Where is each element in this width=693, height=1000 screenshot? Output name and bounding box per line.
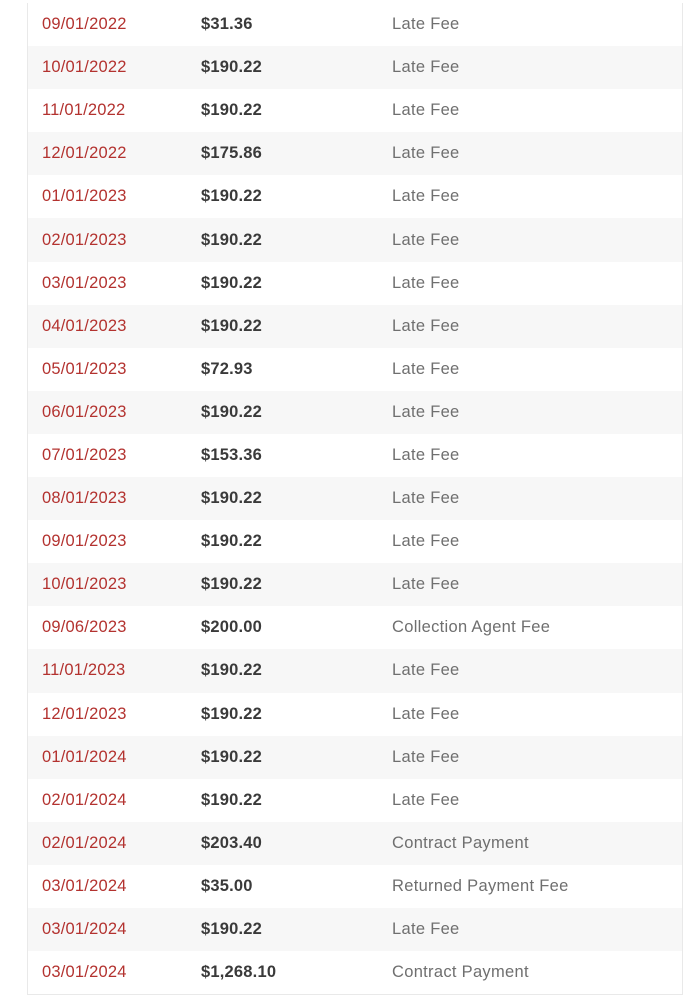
transaction-description: Late Fee (392, 445, 460, 464)
transaction-description: Late Fee (392, 273, 460, 292)
transaction-description: Late Fee (392, 187, 460, 206)
transaction-amount: $190.22 (201, 920, 263, 939)
transaction-description: Late Fee (392, 532, 460, 551)
transaction-date: 03/01/2023 (42, 273, 127, 292)
transaction-date: 03/01/2024 (42, 963, 127, 982)
transaction-description: Late Fee (392, 58, 460, 77)
table-row (28, 520, 682, 563)
table-row (28, 348, 682, 391)
transaction-description: Late Fee (392, 359, 460, 378)
transaction-date: 02/01/2024 (42, 833, 127, 852)
transaction-amount: $190.22 (201, 790, 263, 809)
table-row (28, 649, 682, 692)
table-row (28, 434, 682, 477)
transaction-description: Late Fee (392, 747, 460, 766)
transaction-amount: $190.22 (201, 661, 263, 680)
table-row (28, 951, 682, 994)
transaction-amount: $190.22 (201, 230, 263, 249)
transaction-description: Contract Payment (392, 833, 529, 852)
transaction-description: Late Fee (392, 704, 460, 723)
transaction-date: 02/01/2024 (42, 790, 127, 809)
transaction-date: 01/01/2023 (42, 187, 127, 206)
transaction-date: 11/01/2023 (42, 661, 126, 680)
transaction-amount: $35.00 (201, 876, 253, 895)
transaction-date: 12/01/2022 (42, 144, 127, 163)
transaction-description: Late Fee (392, 661, 460, 680)
transaction-date: 12/01/2023 (42, 704, 127, 723)
transaction-amount: $153.36 (201, 445, 263, 464)
transaction-description: Late Fee (392, 402, 460, 421)
transaction-description: Late Fee (392, 489, 460, 508)
transaction-description: Returned Payment Fee (392, 876, 569, 895)
table-row (28, 693, 682, 736)
transaction-date: 08/01/2023 (42, 489, 127, 508)
transaction-amount: $190.22 (201, 187, 263, 206)
table-row (28, 391, 682, 434)
transaction-amount: $190.22 (201, 402, 263, 421)
transaction-date: 05/01/2023 (42, 359, 127, 378)
transaction-date: 06/01/2023 (42, 402, 127, 421)
transaction-description: Late Fee (392, 144, 460, 163)
transaction-date: 07/01/2023 (42, 445, 127, 464)
transaction-amount: $190.22 (201, 489, 263, 508)
table-row (28, 606, 682, 649)
transaction-description: Contract Payment (392, 963, 529, 982)
table-row (28, 218, 682, 261)
transaction-description: Late Fee (392, 575, 460, 594)
transaction-description: Late Fee (392, 920, 460, 939)
transaction-description: Late Fee (392, 316, 460, 335)
table-row (28, 865, 682, 908)
table-row (28, 175, 682, 218)
table-row (28, 563, 682, 606)
table-row (28, 822, 682, 865)
transaction-amount: $190.22 (201, 575, 263, 594)
transaction-amount: $190.22 (201, 273, 263, 292)
table-row (28, 89, 682, 132)
transaction-amount: $1,268.10 (201, 963, 277, 982)
table-row (28, 3, 682, 46)
table-row (28, 262, 682, 305)
transaction-date: 09/01/2023 (42, 532, 127, 551)
transaction-amount: $190.22 (201, 58, 263, 77)
transaction-date: 10/01/2022 (42, 58, 127, 77)
transaction-date: 02/01/2023 (42, 230, 127, 249)
transaction-amount: $72.93 (201, 359, 253, 378)
transaction-amount: $200.00 (201, 618, 263, 637)
table-row (28, 908, 682, 951)
table-row (28, 46, 682, 89)
transaction-amount: $190.22 (201, 704, 263, 723)
table-row (28, 477, 682, 520)
table-row (28, 779, 682, 822)
transaction-amount: $190.22 (201, 316, 263, 335)
transaction-date: 10/01/2023 (42, 575, 127, 594)
transaction-date: 03/01/2024 (42, 920, 127, 939)
transaction-description: Late Fee (392, 790, 460, 809)
transaction-date: 03/01/2024 (42, 876, 127, 895)
transaction-date: 04/01/2023 (42, 316, 127, 335)
transaction-date: 09/01/2022 (42, 15, 127, 34)
table-row (28, 132, 682, 175)
transaction-amount: $175.86 (201, 144, 263, 163)
transaction-amount: $190.22 (201, 747, 263, 766)
transactions-table (27, 3, 683, 995)
transaction-amount: $31.36 (201, 15, 253, 34)
transaction-description: Collection Agent Fee (392, 618, 551, 637)
table-row (28, 736, 682, 779)
transaction-description: Late Fee (392, 230, 460, 249)
transaction-amount: $203.40 (201, 833, 263, 852)
table-row (28, 305, 682, 348)
transaction-description: Late Fee (392, 15, 460, 34)
transaction-amount: $190.22 (201, 101, 263, 120)
transaction-date: 11/01/2022 (42, 101, 126, 120)
transaction-date: 01/01/2024 (42, 747, 127, 766)
transaction-date: 09/06/2023 (42, 618, 127, 637)
transaction-amount: $190.22 (201, 532, 263, 551)
transaction-description: Late Fee (392, 101, 460, 120)
